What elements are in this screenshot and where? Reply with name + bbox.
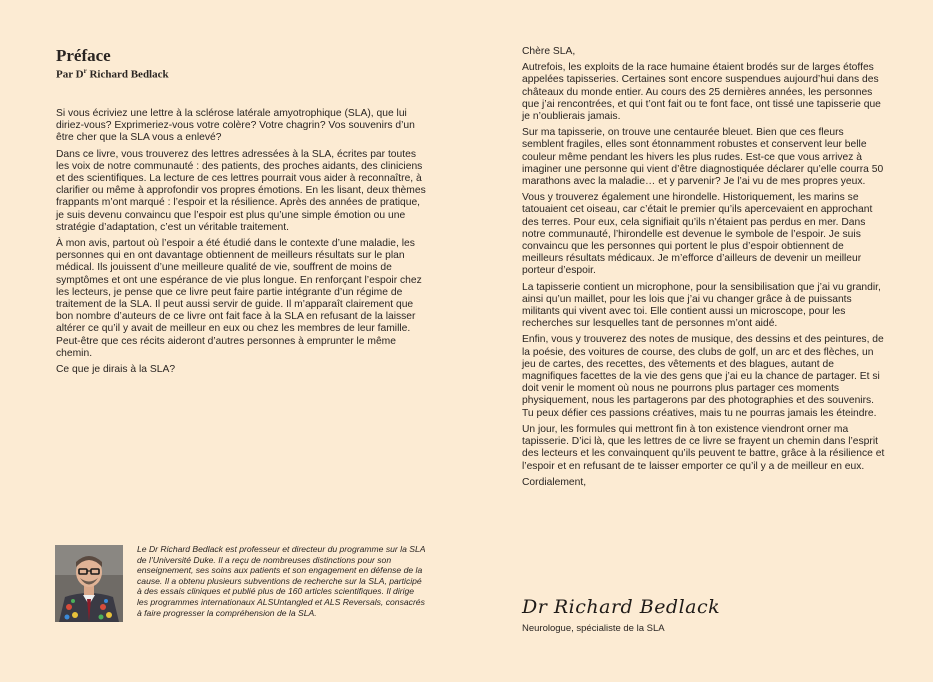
- letter-paragraph: Un jour, les formules qui mettront fin à ton existence viendront orner ma tapisserie. D’ici là, que les lettres de ce livre se frayent un chemin dans l’esprit des lecteurs et les convainquent qu’ils peuvent te battre, grâce à la résilience et l’espoir et en refusant de te laisser emporter ce qu’il y a de meilleur en eux.: [522, 423, 885, 472]
- letter-paragraph: La tapisserie contient un microphone, pour la sensibilisation que j’ai vu grandir, ainsi qu’un maillet, pour les lois que j’ai vu changer grâce à de puissants militants qui vivent avec toi. Elle contient aussi un microscope, pour les recherches sur lesquelles tant de personnes m’ont aidé.: [522, 281, 881, 330]
- letter-paragraph: Enfin, vous y trouverez des notes de musique, des dessins et des peintures, de la poésie, des voitures de course, des clubs de golf, un arc et des flèches, un jeu de cartes, des recettes, des vêtements et des blagues, autant de magnifiques facettes de la vie des gens que j’ai eu la chance de partager. Et si doit venir le moment où nous ne pourrons plus partager ces moments physiquement, nous les partagerons par des photographies et des souvenirs. Tu peux défier ces passions créatives, mais tu ne pourras jamais les éteindre.: [522, 334, 884, 419]
- letter-closing: Cordialement,: [522, 476, 587, 488]
- preface-byline: Par $D^r$ Richard Bedlack: [56, 67, 169, 81]
- preface-paragraph: Ce que je dirais à la SLA?: [56, 364, 176, 376]
- preface-paragraph: Si vous écriviez une lettre à la sclérose latérale amyotrophique (SLA), que lui diriez-vous? Exprimeriez-vous votre colère? Votre chagrin? Vos souvenirs d’un être cher que la SLA vous a enlevé?: [56, 108, 415, 144]
- preface-paragraph: À mon avis, partout où l’espoir a été étudié dans le contexte d’une maladie, les personnes qui en ont davantage obtiennent de meilleurs résultats sur le plan médical. Ils jouissent d’une meilleure qualité de vie, souffrent de moins de symptômes et ont une espérance de vie plus longue. En renforçant l’espoir chez les lecteurs, je pense que ce livre peut faire partie intégrante d’un régime de traitement de la SLA. Il peut aussi servir de guide. Il m’apparaît clairement que bon nombre d’auteurs de ce livre ont fait face à la SLA en refusant de la laisser altérer ce qu’il y avait de meilleur en eux ou chez les membres de leur famille. Peut-être que ces récits aideront d’autres personnes à emprunter le même chemin.: [56, 238, 422, 359]
- author-photo: [55, 545, 123, 622]
- letter-salutation: Chère SLA,: [522, 46, 576, 57]
- preface-title: Préface: [56, 46, 111, 65]
- letter-paragraph: Autrefois, les exploits de la race humaine étaient brodés sur de larges étoffes appelées tapisseries. Certaines sont encore suspendues aujourd’hui dans des châteaux du monde entier. Au cours des 25 dernières années, les personnes que j’ai rencontrées, et qui t’ont fait ou te font face, ont tissé une tapisserie que je n’oublierais jamais.: [522, 62, 881, 123]
- author-bio: Le Dr Richard Bedlack est professeur et directeur du programme sur la SLA de l’Université Duke. Il a reçu de nombreuses distinctions pour son enseignement, ses soins aux patients et son engagement en défense de la cause. Il a obtenu plusieurs subventions de recherche sur la SLA, participé à des essais cliniques et publié plus de 160 articles scientifiques. Il dirige les programmes internationaux ALSUntangled et ALS Reversals, consacrés à faire progresser la compréhension de la SLA.: [137, 544, 426, 618]
- author-role: Neurologue, spécialiste de la SLA: [522, 623, 665, 634]
- letter-paragraph: Vous y trouverez également une hirondelle. Historiquement, les marins se tatouaient cet oiseau, car c’était le premier qu’ils apercevaient en approchant des terres. Pour eux, cela signifiait qu’ils n’étaient pas perdus en mer. Dans notre communauté, l’hirondelle est devenue le symbole de l’espoir. Je suis convaincu que les personnes qui portent le plus d’espoir obtiennent de meilleurs résultats médicaux. Je m’efforce d’ailleurs de devenir un meilleur porteur d’espoir.: [522, 192, 873, 277]
- signature: Dr Richard Bedlack: [522, 596, 721, 618]
- letter-paragraph: Sur ma tapisserie, on trouve une centaurée bleuet. Bien que ces fleurs semblent fragiles, elles sont étonnamment robustes et conservent leur belle couleur même pendant les hivers les plus rudes. Est-ce que vous arrivez à imaginer une personne qui vient d’être diagnostiquée déclarer qu’elle courra 50 marathons avec la maladie… et y parvenir? Je l’ai vu de mes propres yeux.: [522, 127, 884, 188]
- preface-paragraph: Dans ce livre, vous trouverez des lettres adressées à la SLA, écrites par toutes les voix de notre communauté : des patients, des proches aidants, des cliniciens et des scientifiques. La lecture de ces lettres pourrait vous aider à reconnaître, à clarifier ou même à approfondir vos propres émotions. En les lisant, deux thèmes frappants m’ont marqué : l’espoir et la résilience. Après des années de pratique, je suis devenu convaincu que l’espoir est plus qu’une simple émotion ou une stratégie d’adaptation, c’est un véritable traitement.: [56, 148, 426, 233]
- preface-body: [56, 108, 426, 380]
- letter-body: [522, 46, 887, 493]
